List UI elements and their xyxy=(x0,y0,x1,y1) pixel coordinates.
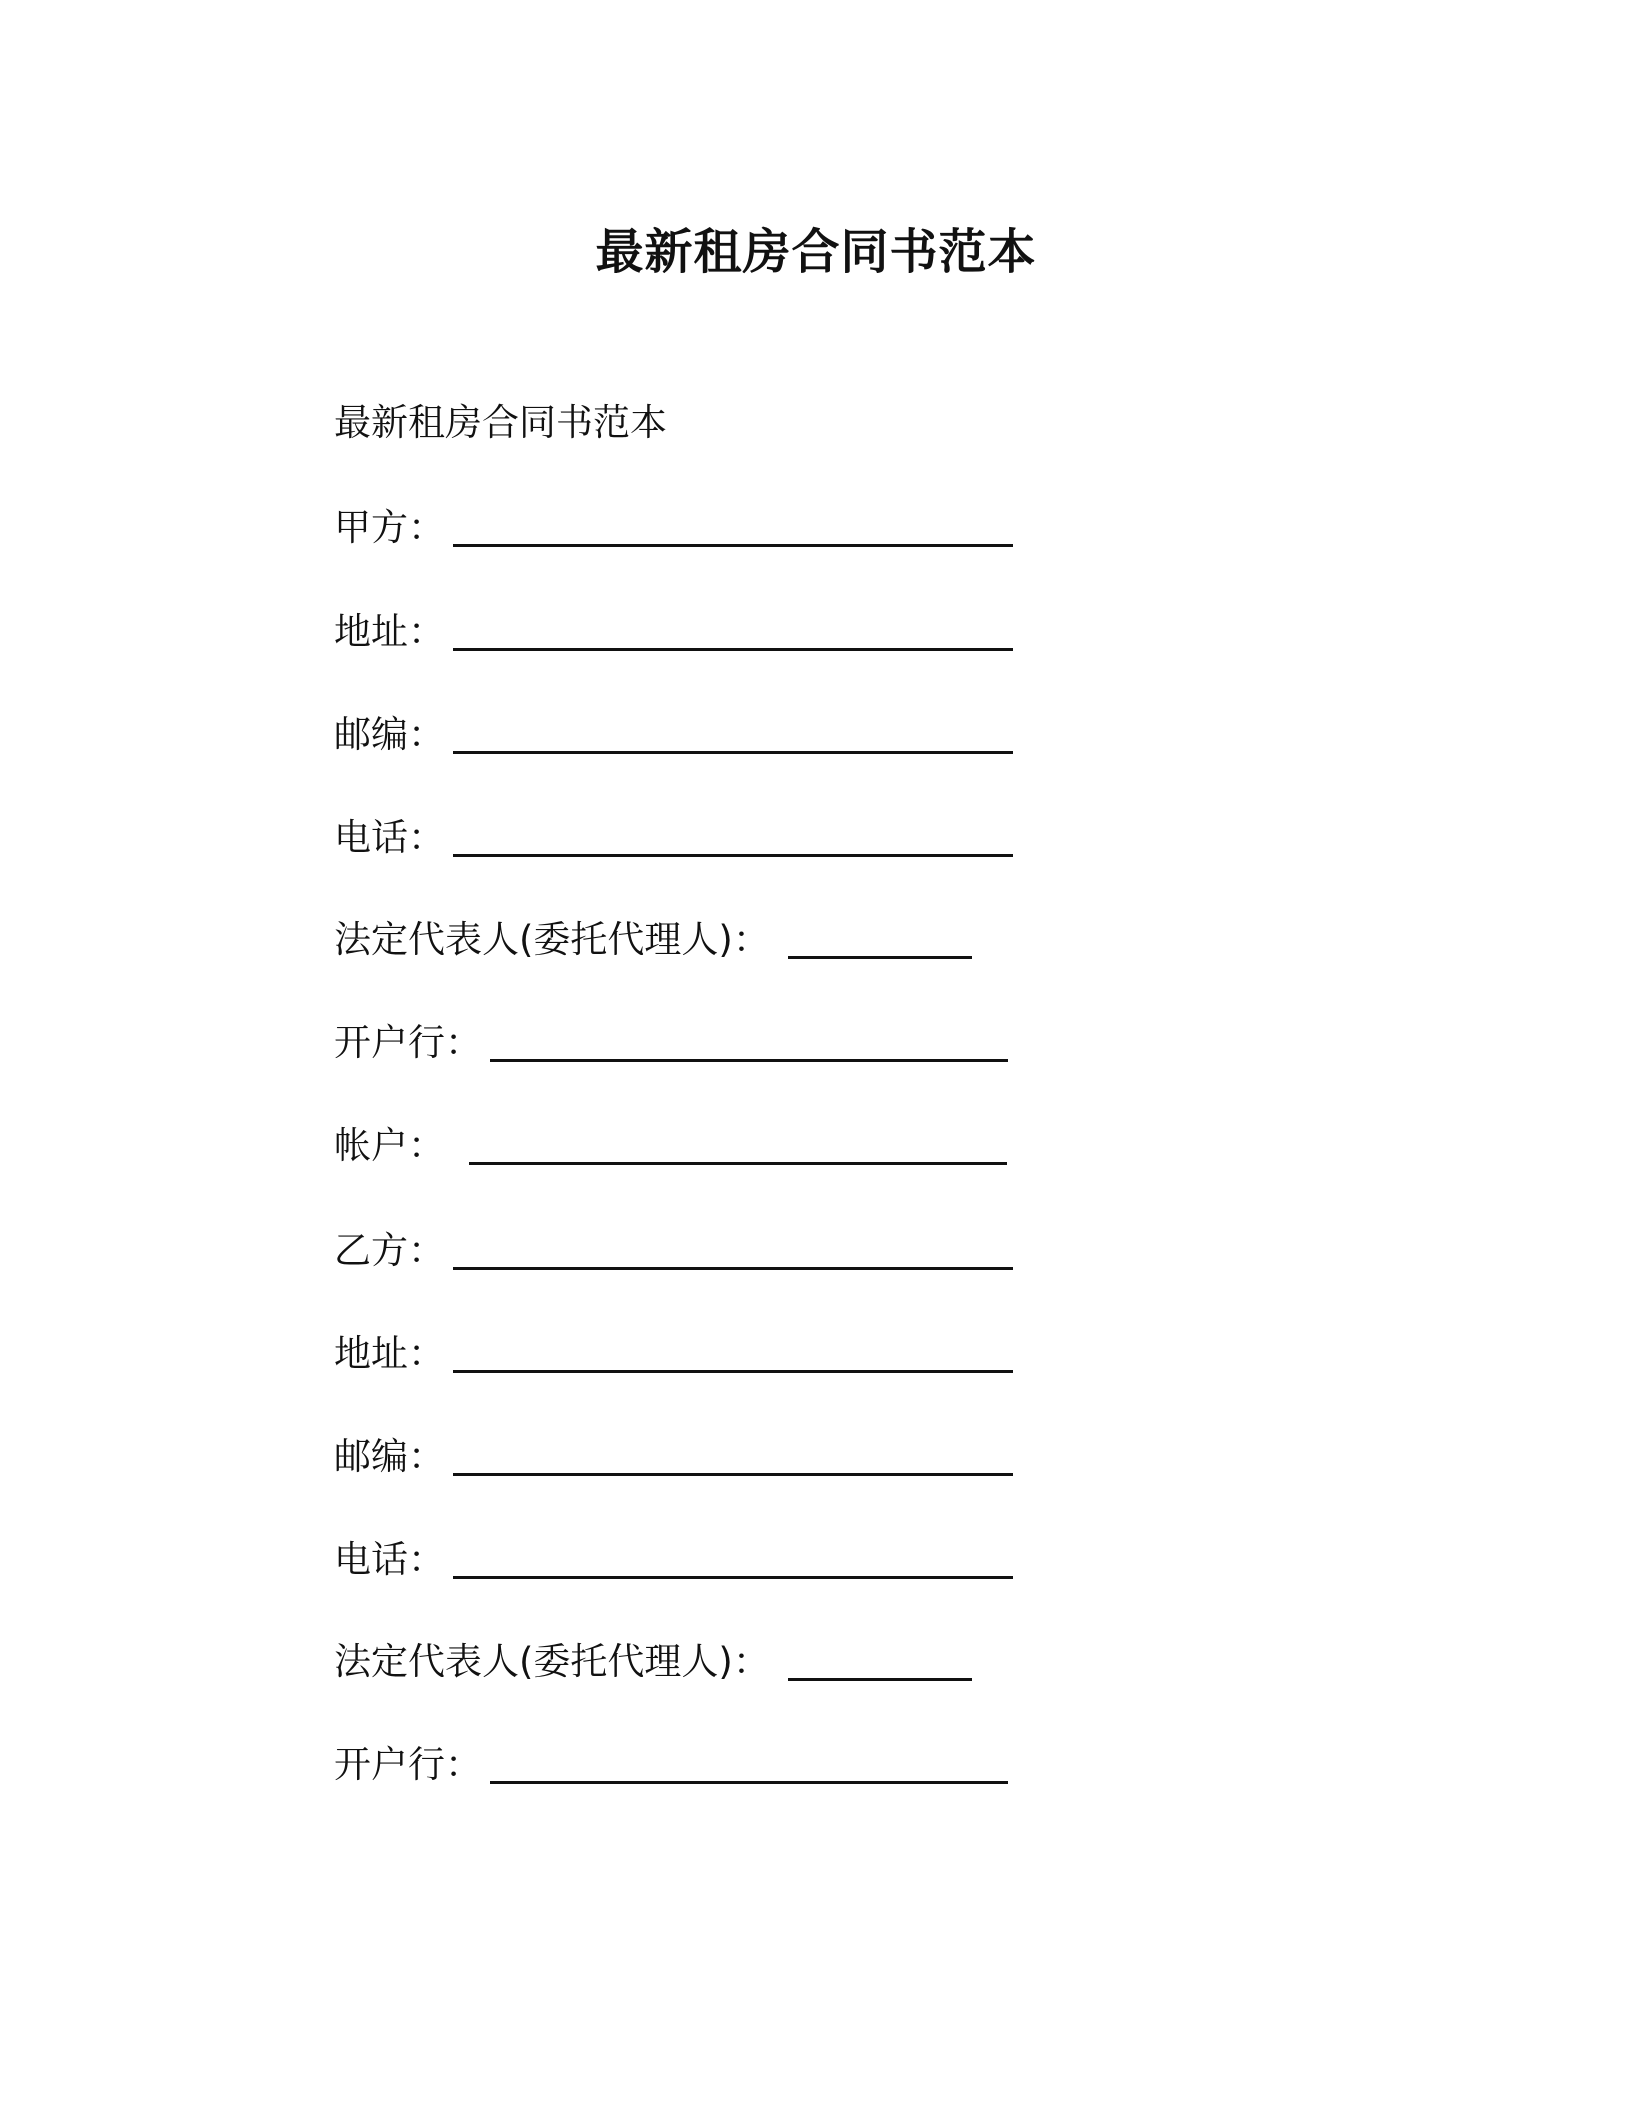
party-b-bank-label: 开户行： xyxy=(334,1743,482,1786)
party-a-representative-label: 法定代表人(委托代理人)： xyxy=(334,918,770,961)
party-b-representative-label: 法定代表人(委托代理人)： xyxy=(334,1640,770,1683)
party-b-phone-row xyxy=(334,1534,1013,1584)
party-a-representative-row xyxy=(334,914,972,964)
party-b-representative-blank[interactable] xyxy=(788,1678,972,1681)
party-b-postcode-label: 邮编： xyxy=(334,1435,445,1478)
party-b-name-label: 乙方： xyxy=(334,1229,445,1272)
party-a-account-label: 帐户： xyxy=(334,1124,445,1167)
party-a-account-row xyxy=(334,1120,1007,1170)
party-a-postcode-row xyxy=(334,709,1013,759)
party-a-phone-row xyxy=(334,812,1013,862)
party-b-postcode-blank[interactable] xyxy=(453,1473,1013,1476)
party-b-postcode-row xyxy=(334,1431,1013,1481)
party-a-phone-label: 电话： xyxy=(334,816,445,859)
party-a-phone-blank[interactable] xyxy=(453,854,1013,857)
party-a-name-row xyxy=(334,502,1013,552)
party-b-address-label: 地址： xyxy=(334,1332,445,1375)
party-b-address-blank[interactable] xyxy=(453,1370,1013,1373)
party-a-representative-blank[interactable] xyxy=(788,956,972,959)
party-a-postcode-label: 邮编： xyxy=(334,713,445,756)
document-subtitle: 最新租房合同书范本 xyxy=(334,401,667,444)
party-b-bank-row xyxy=(334,1739,1008,1789)
party-a-name-blank[interactable] xyxy=(453,544,1013,547)
party-b-name-blank[interactable] xyxy=(453,1267,1013,1270)
party-a-postcode-blank[interactable] xyxy=(453,751,1013,754)
party-a-name-label: 甲方： xyxy=(334,506,445,549)
party-a-bank-label: 开户行： xyxy=(334,1021,482,1064)
party-a-account-blank[interactable] xyxy=(469,1162,1007,1165)
party-a-address-row xyxy=(334,606,1013,656)
party-b-bank-blank[interactable] xyxy=(490,1781,1008,1784)
party-a-bank-blank[interactable] xyxy=(490,1059,1008,1062)
party-b-phone-blank[interactable] xyxy=(453,1576,1013,1579)
party-a-bank-row xyxy=(334,1017,1008,1067)
document-title: 最新租房合同书范本 xyxy=(595,224,1037,280)
party-b-address-row xyxy=(334,1328,1013,1378)
party-b-phone-label: 电话： xyxy=(334,1538,445,1581)
party-a-address-label: 地址： xyxy=(334,610,445,653)
party-b-name-row xyxy=(334,1225,1013,1275)
party-b-representative-row xyxy=(334,1636,972,1686)
party-a-address-blank[interactable] xyxy=(453,648,1013,651)
